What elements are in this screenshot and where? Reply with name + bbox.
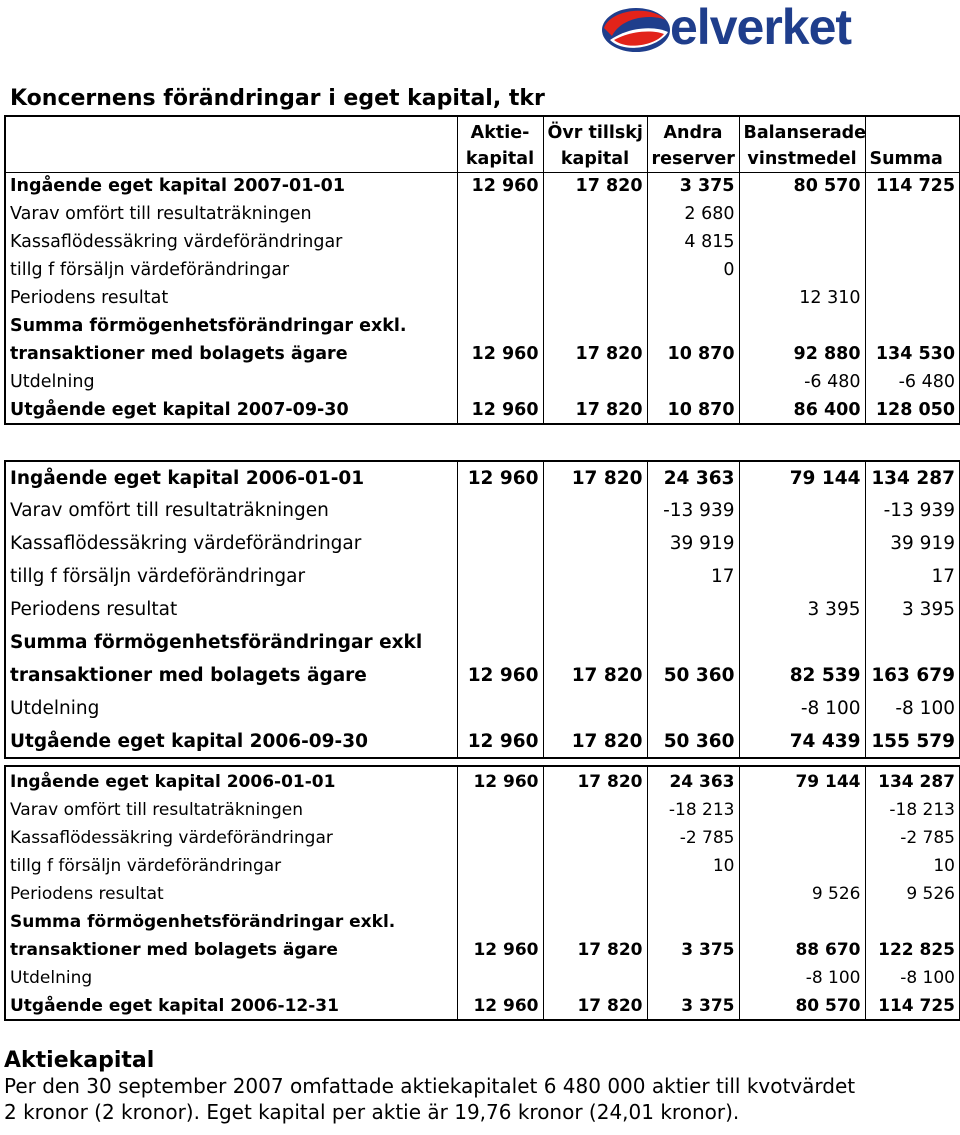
cell-value: 12 960 — [457, 725, 543, 758]
cell-value — [739, 494, 865, 527]
row-label: Utdelning — [10, 698, 100, 719]
cell-value: 12 960 — [457, 992, 543, 1020]
cell-value: 134 530 — [865, 340, 960, 368]
cell-value — [647, 284, 739, 312]
cell-value — [457, 964, 543, 992]
row-label: tillg f försäljn värdeförändringar — [10, 856, 282, 876]
table-row — [5, 560, 960, 593]
cell-value: 24 363 — [647, 766, 739, 796]
cell-value — [739, 560, 865, 593]
cell-value: 9 526 — [739, 880, 865, 908]
row-label: Kassaflödessäkring värdeförändringar — [10, 232, 343, 252]
table-row — [5, 659, 960, 692]
cell-value: 12 960 — [457, 766, 543, 796]
cell-value: 17 820 — [543, 461, 647, 494]
cell-value: 3 395 — [739, 593, 865, 626]
row-label: Utdelning — [10, 372, 95, 392]
cell-value: 17 820 — [543, 766, 647, 796]
table-row — [5, 200, 960, 228]
cell-value: -2 785 — [865, 824, 960, 852]
cell-value: 12 960 — [457, 172, 543, 200]
cell-value: 12 960 — [457, 396, 543, 424]
table-row — [5, 256, 960, 284]
table-row — [5, 527, 960, 560]
cell-value: 92 880 — [739, 340, 865, 368]
row-label: Varav omfört till resultaträkningen — [10, 204, 312, 224]
row-label: Periodens resultat — [10, 288, 169, 308]
cell-value — [457, 527, 543, 560]
table-row — [5, 725, 960, 758]
table-row — [5, 228, 960, 256]
table-row — [5, 908, 960, 936]
col-header-aktiekapital: Aktie- kapital — [457, 116, 543, 172]
cell-value: -8 100 — [865, 964, 960, 992]
cell-value: 39 919 — [647, 527, 739, 560]
cell-value: -6 480 — [865, 368, 960, 396]
cell-value: 17 820 — [543, 396, 647, 424]
cell-value — [457, 494, 543, 527]
cell-value — [543, 593, 647, 626]
cell-value: 3 395 — [865, 593, 960, 626]
cell-value — [865, 284, 960, 312]
cell-value: 114 725 — [865, 172, 960, 200]
cell-value: 9 526 — [865, 880, 960, 908]
table-row — [5, 692, 960, 725]
cell-value — [543, 626, 647, 659]
col-header-summa: Summa — [865, 116, 960, 172]
cell-value — [543, 284, 647, 312]
cell-value — [739, 908, 865, 936]
cell-value: 114 725 — [865, 992, 960, 1020]
page-title: Koncernens förändringar i eget kapital, tkr — [10, 86, 545, 111]
row-label: Utgående eget kapital 2006-12-31 — [10, 995, 339, 1016]
cell-value: 50 360 — [647, 659, 739, 692]
row-label: tillg f försäljn värdeförändringar — [10, 260, 290, 280]
cell-value — [543, 200, 647, 228]
cell-value: 12 960 — [457, 461, 543, 494]
cell-value: 12 960 — [457, 340, 543, 368]
cell-value: 17 — [865, 560, 960, 593]
table-body — [5, 461, 960, 758]
footer-heading: Aktiekapital — [4, 1048, 155, 1073]
table-body — [5, 172, 960, 424]
cell-value: 10 870 — [647, 340, 739, 368]
column-header-row — [5, 116, 960, 172]
elverket-logo — [600, 0, 880, 56]
cell-value — [543, 560, 647, 593]
table-row — [5, 992, 960, 1020]
cell-value: 0 — [647, 256, 739, 284]
cell-value — [739, 824, 865, 852]
cell-value — [543, 796, 647, 824]
cell-value — [457, 368, 543, 396]
row-label: transaktioner med bolagets ägare — [10, 344, 348, 364]
cell-value — [865, 228, 960, 256]
cell-value: 12 310 — [739, 284, 865, 312]
elverket-mark-icon — [600, 6, 670, 56]
cell-value: 17 820 — [543, 172, 647, 200]
cell-value — [543, 824, 647, 852]
table-row — [5, 766, 960, 796]
cell-value — [543, 527, 647, 560]
footer-line-1: Per den 30 september 2007 omfattade aktiekapitalet 6 480 000 aktier till kvotvärdet — [4, 1074, 856, 1098]
row-label: Ingående eget kapital 2006-01-01 — [10, 467, 365, 489]
cell-value — [647, 626, 739, 659]
cell-value — [739, 312, 865, 340]
cell-value: 2 680 — [647, 200, 739, 228]
cell-value: 134 287 — [865, 766, 960, 796]
cell-value: 79 144 — [739, 461, 865, 494]
cell-value: 82 539 — [739, 659, 865, 692]
cell-value — [865, 626, 960, 659]
cell-value: -8 100 — [739, 692, 865, 725]
cell-value — [457, 560, 543, 593]
cell-value: 80 570 — [739, 992, 865, 1020]
cell-value — [457, 200, 543, 228]
cell-value: -8 100 — [739, 964, 865, 992]
cell-value — [457, 852, 543, 880]
cell-value — [865, 256, 960, 284]
cell-value — [647, 312, 739, 340]
cell-value: 74 439 — [739, 725, 865, 758]
row-label: Periodens resultat — [10, 599, 178, 620]
cell-value: 163 679 — [865, 659, 960, 692]
row-label: Kassaflödessäkring värdeförändringar — [10, 828, 333, 848]
cell-value — [457, 593, 543, 626]
cell-value: 128 050 — [865, 396, 960, 424]
equity-table-2007-q3 — [4, 115, 960, 425]
cell-value: 17 820 — [543, 936, 647, 964]
cell-value — [543, 228, 647, 256]
cell-value — [543, 368, 647, 396]
cell-value — [457, 626, 543, 659]
cell-value — [647, 593, 739, 626]
cell-value — [543, 256, 647, 284]
cell-value: -13 939 — [865, 494, 960, 527]
cell-value: 4 815 — [647, 228, 739, 256]
cell-value — [543, 908, 647, 936]
table-row — [5, 964, 960, 992]
cell-value: 17 820 — [543, 340, 647, 368]
cell-value: 3 375 — [647, 172, 739, 200]
table-row — [5, 461, 960, 494]
cell-value — [739, 626, 865, 659]
table-row — [5, 593, 960, 626]
cell-value — [457, 228, 543, 256]
cell-value — [865, 908, 960, 936]
cell-value: 17 — [647, 560, 739, 593]
cell-value: 12 960 — [457, 659, 543, 692]
cell-value: 79 144 — [739, 766, 865, 796]
cell-value: 122 825 — [865, 936, 960, 964]
cell-value — [865, 312, 960, 340]
cell-value — [457, 312, 543, 340]
table-row — [5, 936, 960, 964]
cell-value: 39 919 — [865, 527, 960, 560]
cell-value — [543, 312, 647, 340]
row-label: Periodens resultat — [10, 884, 164, 904]
cell-value — [457, 908, 543, 936]
footer-line-2: 2 kronor (2 kronor). Eget kapital per aktie är 19,76 kronor (24,01 kronor). — [4, 1100, 740, 1124]
table-row — [5, 284, 960, 312]
row-label: Ingående eget kapital 2006-01-01 — [10, 771, 336, 792]
cell-value — [457, 796, 543, 824]
table-row — [5, 340, 960, 368]
cell-value — [457, 256, 543, 284]
table-row — [5, 796, 960, 824]
row-label: Varav omfört till resultaträkningen — [10, 500, 329, 521]
cell-value — [647, 880, 739, 908]
cell-value: -8 100 — [865, 692, 960, 725]
cell-value — [543, 692, 647, 725]
table-row — [5, 396, 960, 424]
cell-value — [543, 494, 647, 527]
cell-value — [739, 852, 865, 880]
row-label: Utgående eget kapital 2006-09-30 — [10, 730, 368, 752]
cell-value — [457, 880, 543, 908]
table-body — [5, 766, 960, 1020]
row-label: tillg f försäljn värdeförändringar — [10, 566, 306, 587]
table-row — [5, 494, 960, 527]
cell-value — [739, 796, 865, 824]
equity-table-2006-full-year — [4, 765, 960, 1021]
cell-value: -6 480 — [739, 368, 865, 396]
cell-value — [647, 908, 739, 936]
cell-value: 50 360 — [647, 725, 739, 758]
footer-note — [4, 1048, 954, 1125]
cell-value: 10 — [865, 852, 960, 880]
row-label: Summa förmögenhetsförändringar exkl — [10, 632, 423, 653]
row-label: Utgående eget kapital 2007-09-30 — [10, 399, 349, 420]
cell-value: -18 213 — [865, 796, 960, 824]
cell-value — [739, 200, 865, 228]
cell-value — [543, 964, 647, 992]
cell-value — [457, 284, 543, 312]
table-row — [5, 626, 960, 659]
row-label: Ingående eget kapital 2007-01-01 — [10, 176, 346, 197]
cell-value: -18 213 — [647, 796, 739, 824]
cell-value: 155 579 — [865, 725, 960, 758]
cell-value — [543, 880, 647, 908]
row-label: transaktioner med bolagets ägare — [10, 665, 367, 686]
table-row — [5, 172, 960, 200]
row-label: transaktioner med bolagets ägare — [10, 940, 338, 960]
cell-value — [543, 852, 647, 880]
row-label: Summa förmögenhetsförändringar exkl. — [10, 316, 407, 336]
cell-value — [865, 200, 960, 228]
cell-value — [647, 964, 739, 992]
cell-value: 3 375 — [647, 936, 739, 964]
cell-value: 10 — [647, 852, 739, 880]
cell-value: 17 820 — [543, 725, 647, 758]
cell-value — [647, 368, 739, 396]
cell-value: 24 363 — [647, 461, 739, 494]
cell-value — [647, 692, 739, 725]
cell-value: 86 400 — [739, 396, 865, 424]
cell-value: 88 670 — [739, 936, 865, 964]
row-label: Utdelning — [10, 968, 93, 988]
table-row — [5, 368, 960, 396]
cell-value — [457, 824, 543, 852]
col-header-andra-reserver: Andra reserver — [647, 116, 739, 172]
cell-value: -2 785 — [647, 824, 739, 852]
cell-value — [739, 256, 865, 284]
table-row — [5, 824, 960, 852]
row-label: Summa förmögenhetsförändringar exkl. — [10, 912, 396, 932]
col-header-balanserade-vinstmedel: Balanserade vinstmedel — [739, 116, 865, 172]
cell-value: 17 820 — [543, 992, 647, 1020]
table-row — [5, 312, 960, 340]
table-row — [5, 880, 960, 908]
brand-name: elverket — [670, 0, 852, 55]
row-label: Kassaflödessäkring värdeförändringar — [10, 533, 362, 554]
cell-value — [739, 228, 865, 256]
cell-value: 3 375 — [647, 992, 739, 1020]
cell-value — [739, 527, 865, 560]
cell-value: 80 570 — [739, 172, 865, 200]
col-header-ovr-tillskj-kapital: Övr tillskj kapital — [543, 116, 647, 172]
cell-value — [457, 692, 543, 725]
cell-value: 134 287 — [865, 461, 960, 494]
cell-value: 17 820 — [543, 659, 647, 692]
cell-value: 10 870 — [647, 396, 739, 424]
table-row — [5, 852, 960, 880]
row-label: Varav omfört till resultaträkningen — [10, 800, 303, 820]
cell-value: -13 939 — [647, 494, 739, 527]
cell-value: 12 960 — [457, 936, 543, 964]
equity-table-2006-q3 — [4, 460, 960, 759]
